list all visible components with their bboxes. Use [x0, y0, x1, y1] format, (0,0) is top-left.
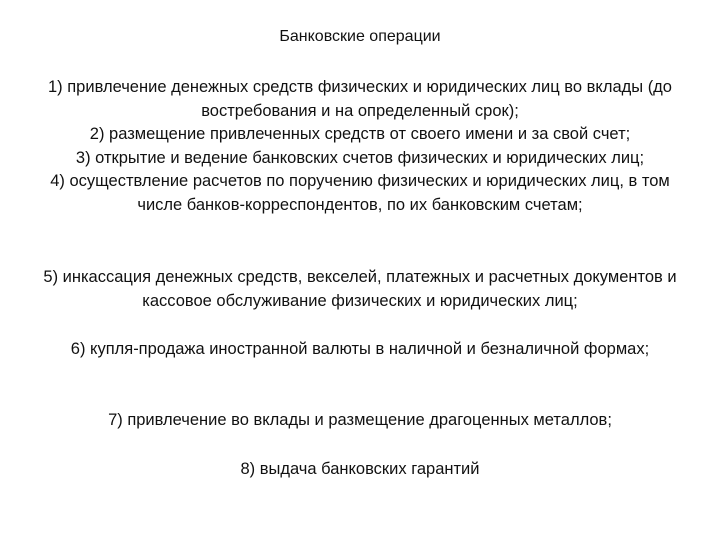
list-item: 6) купля-продажа иностранной валюты в наличной и безналичной формах; — [70, 340, 650, 358]
operations-list-group-1 — [40, 76, 680, 217]
list-item: 8) выдача банковских гарантий — [240, 460, 480, 478]
list-item: 3) открытие и ведение банковских счетов физических и юридических лиц; — [75, 148, 645, 167]
operations-list-group-2 — [40, 266, 680, 313]
list-item: 7) привлечение во вклады и размещение драгоценных металлов; — [108, 411, 612, 429]
list-item: 1) привлечение денежных средств физических и юридических лиц во вклады (до востребования и на определенный срок); — [47, 78, 672, 120]
operations-list-group-4 — [40, 409, 680, 433]
list-item: 2) размещение привлеченных средств от своего имени и за свой счет; — [89, 125, 631, 143]
page-title: Банковские операции — [279, 28, 441, 45]
operations-list-group-3 — [40, 338, 680, 362]
operations-list-group-5 — [40, 458, 680, 482]
list-item: 4) осуществление расчетов по поручению физических и юридических лиц, в том числе банков-корреспондентов, по их банковским счетам; — [50, 172, 670, 214]
list-item: 5) инкассация денежных средств, векселей, платежных и расчетных документов и кассовое обслуживание физических и юридических лиц; — [43, 268, 677, 310]
